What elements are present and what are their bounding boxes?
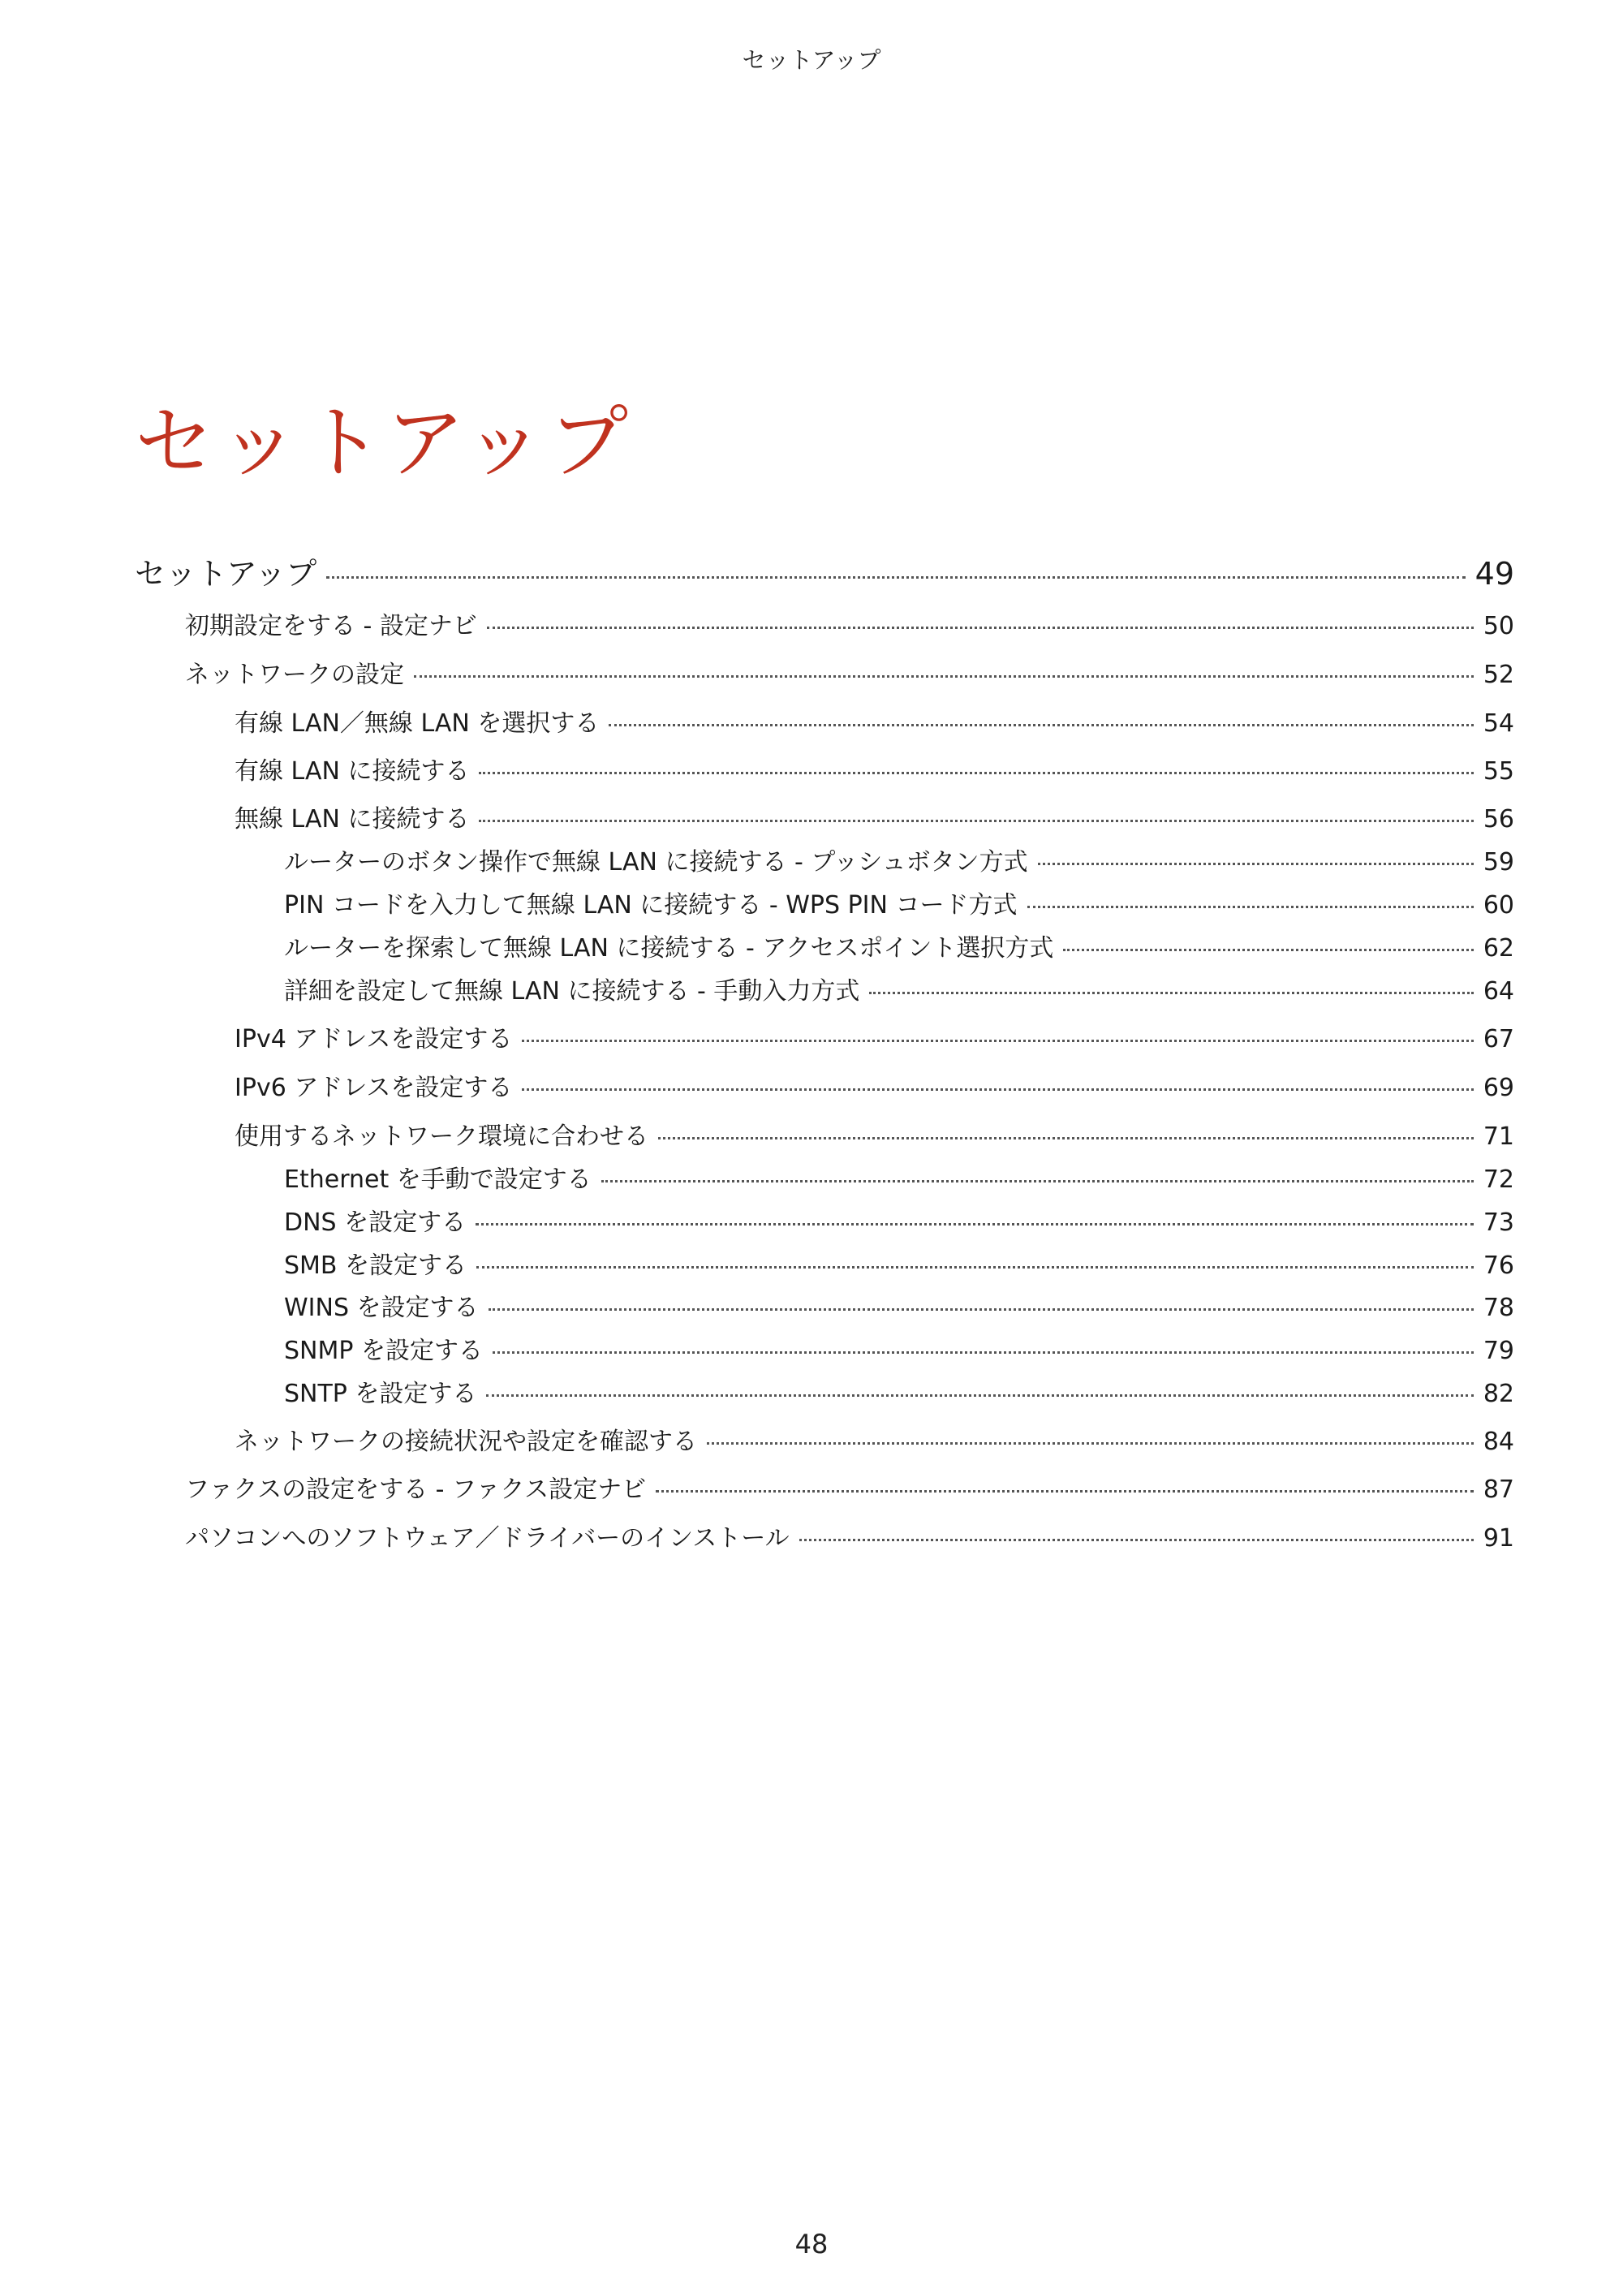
- toc-entry-network-environment[interactable]: [235, 1116, 1514, 1152]
- toc-entry-page: 55: [1483, 757, 1514, 786]
- toc-entry-page: 73: [1483, 1208, 1514, 1237]
- dot-leader: [869, 992, 1473, 994]
- dot-leader: [707, 1442, 1474, 1445]
- chapter-title: セットアップ: [135, 397, 634, 489]
- toc-entry-page: 67: [1483, 1025, 1514, 1053]
- dot-leader: [486, 1394, 1473, 1397]
- dot-leader: [658, 1137, 1474, 1139]
- dot-leader: [414, 675, 1474, 678]
- toc-entry-label: 初期設定をする - 設定ナビ: [185, 612, 477, 640]
- toc-entry-label: 無線 LAN に接続する: [235, 805, 470, 834]
- dot-leader: [522, 1040, 1473, 1042]
- toc-entry-sntp[interactable]: [284, 1373, 1514, 1409]
- toc-entry-label: 詳細を設定して無線 LAN に接続する - 手動入力方式: [284, 977, 860, 1006]
- dot-leader: [609, 724, 1473, 726]
- toc-entry-setup[interactable]: [135, 549, 1514, 593]
- toc-entry-label: SNTP を設定する: [284, 1380, 477, 1408]
- dot-leader: [493, 1351, 1474, 1354]
- toc-entry-access-point[interactable]: [284, 928, 1514, 963]
- toc-entry-wins[interactable]: [284, 1287, 1514, 1323]
- toc-entry-label: 有線 LAN／無線 LAN を選択する: [235, 709, 600, 738]
- toc-entry-page: 91: [1483, 1524, 1514, 1553]
- toc-entry-push-button[interactable]: [284, 842, 1514, 877]
- toc-entry-page: 82: [1483, 1380, 1514, 1408]
- toc-entry-page: 69: [1483, 1074, 1514, 1102]
- toc-entry-page: 84: [1483, 1428, 1514, 1456]
- toc-entry-page: 54: [1483, 709, 1514, 738]
- toc-entry-driver-install[interactable]: [185, 1518, 1514, 1553]
- dot-leader: [489, 1308, 1474, 1311]
- dot-leader: [476, 1266, 1474, 1269]
- dot-leader: [476, 1223, 1474, 1226]
- toc-entry-page: 87: [1483, 1475, 1514, 1504]
- toc-entry-ipv6[interactable]: [235, 1067, 1514, 1103]
- toc-entry-label: WINS を設定する: [284, 1294, 479, 1322]
- toc-entry-initial-setup[interactable]: [185, 605, 1514, 641]
- toc-entry-page: 52: [1483, 661, 1514, 689]
- dot-leader: [522, 1088, 1473, 1091]
- toc-entry-page: 76: [1483, 1251, 1514, 1280]
- toc-entry-dns[interactable]: [284, 1202, 1514, 1238]
- dot-leader: [1027, 906, 1474, 908]
- toc-entry-page: 78: [1483, 1294, 1514, 1322]
- toc-entry-ethernet[interactable]: [284, 1159, 1514, 1195]
- toc-entry-label: パソコンへのソフトウェア／ドライバーのインストール: [185, 1524, 790, 1553]
- dot-leader: [799, 1539, 1474, 1541]
- toc-entry-page: 64: [1483, 977, 1514, 1006]
- toc-entry-label: IPv6 アドレスを設定する: [235, 1074, 513, 1102]
- toc-entry-fax-setup[interactable]: [185, 1469, 1514, 1505]
- dot-leader: [1038, 863, 1474, 865]
- dot-leader: [326, 576, 1465, 579]
- toc-entry-page: 50: [1483, 612, 1514, 640]
- toc-entry-label: セットアップ: [135, 556, 317, 592]
- toc-entry-label: SMB を設定する: [284, 1251, 467, 1280]
- toc-entry-network-status[interactable]: [235, 1421, 1514, 1457]
- toc-entry-select-lan[interactable]: [235, 703, 1514, 739]
- toc-entry-label: ルーターのボタン操作で無線 LAN に接続する - プッシュボタン方式: [284, 848, 1028, 877]
- toc-entry-label: DNS を設定する: [284, 1208, 467, 1237]
- dot-leader: [479, 772, 1473, 774]
- toc-entry-network-settings[interactable]: [185, 654, 1514, 690]
- dot-leader: [601, 1180, 1474, 1182]
- dot-leader: [656, 1490, 1474, 1493]
- toc-entry-label: ファクスの設定をする - ファクス設定ナビ: [185, 1475, 647, 1504]
- toc-entry-page: 49: [1474, 556, 1514, 592]
- toc-entry-page: 62: [1483, 934, 1514, 963]
- toc-entry-label: 使用するネットワーク環境に合わせる: [235, 1122, 648, 1151]
- toc-entry-label: Ethernet を手動で設定する: [284, 1165, 592, 1194]
- page-number: 48: [794, 2229, 829, 2259]
- dot-leader: [479, 820, 1473, 822]
- toc-entry-label: SNMP を設定する: [284, 1337, 483, 1365]
- toc-entry-page: 56: [1483, 805, 1514, 834]
- toc-entry-page: 59: [1483, 848, 1514, 877]
- toc-entry-snmp[interactable]: [284, 1330, 1514, 1366]
- dot-leader: [487, 627, 1474, 629]
- toc-entry-page: 79: [1483, 1337, 1514, 1365]
- toc-entry-wps-pin[interactable]: [284, 885, 1514, 920]
- toc-entry-ipv4[interactable]: [235, 1019, 1514, 1054]
- toc-entry-label: ネットワークの設定: [185, 661, 404, 689]
- toc-entry-page: 72: [1483, 1165, 1514, 1194]
- toc-entry-manual-input[interactable]: [284, 971, 1514, 1006]
- toc-entry-page: 71: [1483, 1122, 1514, 1151]
- toc-entry-page: 60: [1483, 891, 1514, 920]
- toc-entry-wired-lan[interactable]: [235, 751, 1514, 786]
- toc-entry-label: ルーターを探索して無線 LAN に接続する - アクセスポイント選択方式: [284, 934, 1054, 963]
- toc-entry-label: PIN コードを入力して無線 LAN に接続する - WPS PIN コード方式: [284, 891, 1018, 920]
- toc-entry-smb[interactable]: [284, 1245, 1514, 1281]
- dot-leader: [1063, 949, 1473, 951]
- toc-entry-label: 有線 LAN に接続する: [235, 757, 470, 786]
- toc-entry-label: ネットワークの接続状況や設定を確認する: [235, 1428, 697, 1456]
- toc-entry-wireless-lan[interactable]: [235, 799, 1514, 834]
- toc-entry-label: IPv4 アドレスを設定する: [235, 1025, 513, 1053]
- running-header: セットアップ: [742, 46, 881, 74]
